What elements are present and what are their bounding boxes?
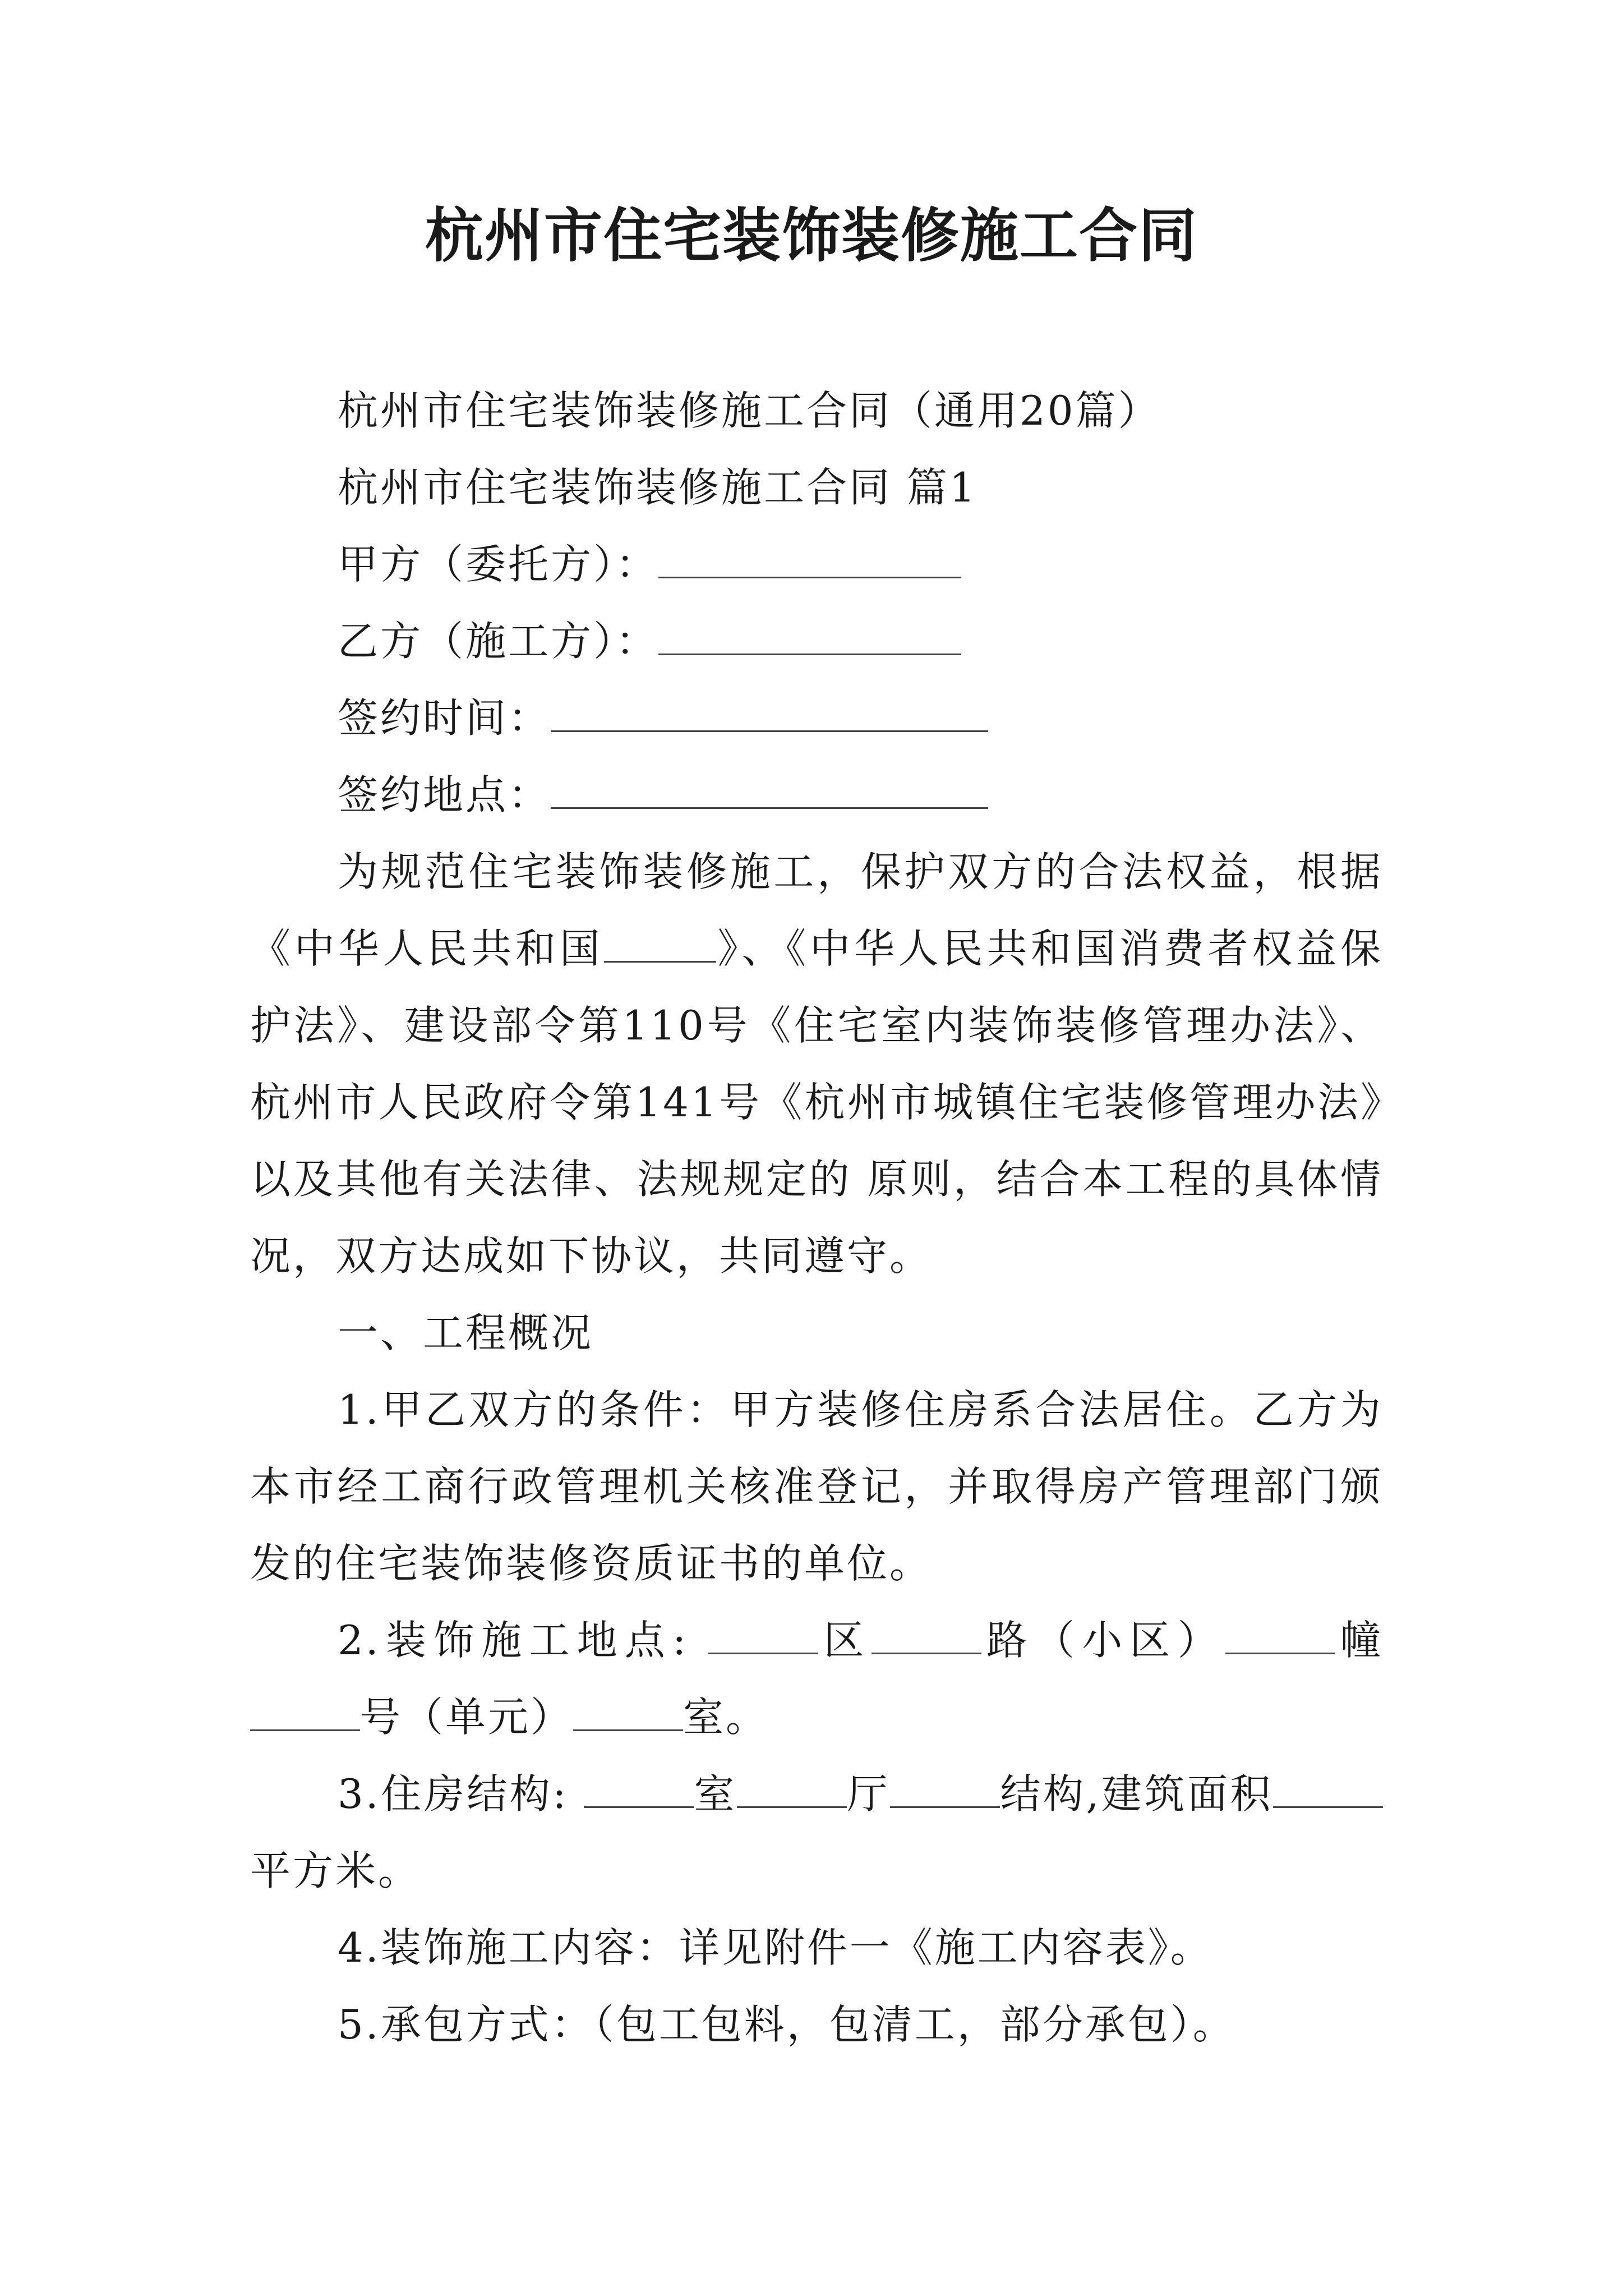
building-label: 幢 [1335, 1617, 1383, 1664]
document-title: 杭州市住宅装饰装修施工合同 [425, 201, 1198, 270]
intro-text-a: 为规范住宅装饰装修施工，保护双方的合法权益，根据《中华人民共和国 [250, 848, 1383, 972]
structure-label: 结构,建筑面积 [999, 1770, 1273, 1818]
area-unit-label: 平方米。 [250, 1847, 421, 1894]
item-2 [250, 1602, 1383, 1756]
part-heading-text: 杭州市住宅装饰装修施工合同 篇1 [338, 464, 978, 511]
halls-blank[interactable] [737, 1801, 847, 1808]
party-b-blank[interactable] [658, 648, 961, 655]
item-3 [250, 1756, 1383, 1910]
item-5-text: 5.承包方式：（包工包料，包清工，部分承包）。 [338, 2001, 1235, 2048]
section-heading-text: 一、工程概况 [338, 1309, 594, 1356]
item-5 [250, 1986, 1383, 2063]
item-1-text: 1.甲乙双方的条件：甲方装修住房系合法居住。乙方为本市经工商行政管理机关核准登记，并取得房产管理部门颁发的住宅装饰装修资质证书的单位。 [250, 1386, 1383, 1587]
sign-place-label: 签约地点： [338, 771, 551, 818]
sign-place-blank[interactable] [551, 802, 988, 809]
building-blank[interactable] [1225, 1647, 1335, 1654]
room-blank[interactable] [573, 1724, 683, 1731]
district-blank[interactable] [708, 1647, 818, 1654]
item-2-label: 2.装饰施工地点: [338, 1617, 689, 1664]
unit-label: 号（单元） [360, 1694, 574, 1741]
item-4-text: 4.装饰施工内容：详见附件一《施工内容表》。 [338, 1924, 1213, 1971]
sign-place-line [250, 757, 1383, 834]
halls-label: 厅 [846, 1770, 890, 1818]
party-a-label: 甲方（委托方）： [338, 541, 659, 588]
district-label: 区 [818, 1617, 872, 1664]
sign-time-line [250, 680, 1383, 757]
section-heading [250, 1295, 1383, 1372]
party-b-line [250, 603, 1383, 680]
party-b-label: 乙方（施工方）： [338, 618, 659, 665]
part-heading [250, 449, 1383, 526]
sign-time-label: 签约时间： [338, 694, 551, 742]
law-name-blank[interactable] [604, 955, 716, 963]
sign-time-blank[interactable] [551, 725, 988, 732]
rooms-label: 室 [693, 1770, 737, 1818]
intro-text-b: 》、《中华人民共和国消费者权益保护法》、建设部令第110号《住宅室内装饰装修管理办法》、杭州市人民政府令第141号《杭州市城镇住宅装修管理办法》以及其他有关法律、法规规定的 原则，结合本工程的具体情况，双方达成如下协议，共同遵守。 [250, 925, 1383, 1280]
party-a-blank[interactable] [658, 571, 961, 578]
item-1 [250, 1372, 1383, 1602]
area-blank[interactable] [1273, 1801, 1383, 1808]
party-a-line [250, 526, 1383, 603]
intro-paragraph [250, 834, 1383, 1295]
item-3-label: 3.住房结构: [338, 1770, 569, 1818]
number-blank[interactable] [250, 1724, 360, 1731]
road-blank[interactable] [872, 1647, 981, 1654]
rooms-blank[interactable] [584, 1801, 694, 1808]
structure-blank[interactable] [890, 1801, 1000, 1808]
document-body [250, 372, 1383, 2063]
item-4 [250, 1910, 1383, 1986]
subtitle-line [250, 372, 1383, 449]
subtitle-text: 杭州市住宅装饰装修施工合同（通用20篇） [338, 387, 1161, 434]
room-label: 室。 [683, 1694, 769, 1741]
road-label: 路（小区） [981, 1617, 1225, 1664]
